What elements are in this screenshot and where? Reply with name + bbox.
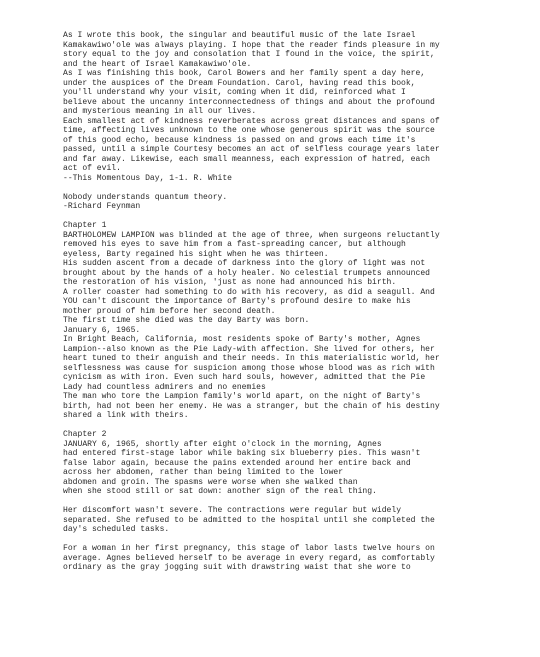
text-line: -Richard Feynman <box>63 202 141 211</box>
paragraph-gap <box>63 421 533 431</box>
text-line: and far away. Likewise, each small meanness, each expression of hatred, each <box>63 154 430 164</box>
text-line: the restoration of his vision, 'just as none had announced his birth. <box>63 278 397 287</box>
paragraph-gap <box>63 497 533 507</box>
text-line: Each smallest act of kindness reverberates across great distances and spans of <box>63 116 440 126</box>
text-line: YOU can't discount the importance of Barty's profound desire to make his <box>63 297 411 306</box>
text-line: As I wrote this book, the singular and beautiful music of the late Israel <box>63 31 416 40</box>
paragraph-gap <box>63 183 533 193</box>
text-line: In Bright Beach, California, most residents spoke of Barty's mother, Agnes <box>63 335 421 344</box>
paragraph-gap <box>63 535 533 545</box>
text-line: when she stood still or sat down: another sign of the real thing. <box>63 487 377 496</box>
text-line: act of evil. <box>63 164 121 173</box>
text-line: For a woman in her first pregnancy, this stage of labor lasts twelve hours on <box>63 544 435 553</box>
text-line: and the heart of Israel Kamakawiwo'ole. <box>63 59 252 69</box>
text-line: --This Momentous Day, 1-1. R. White <box>63 173 233 183</box>
text-line: story equal to the joy and consolation that I found in the voice, the spirit, <box>63 50 435 59</box>
text-line: A roller coaster had something to do with his recovery, as did a seagull. And <box>63 287 435 297</box>
text-line: day's scheduled tasks. <box>63 525 170 534</box>
text-line: Lady had countless admirers and no enemies <box>63 382 266 392</box>
chapter-2-block <box>63 430 533 497</box>
text-line: As I was finishing this book, Carol Bowers and her family spent a day here, <box>63 69 426 78</box>
text-line: Nobody understands quantum theory. <box>63 192 228 202</box>
chapter-heading: Chapter 1 <box>63 221 107 230</box>
text-line: of this good echo, because kindness is passed on and grows each time it's <box>63 135 416 145</box>
text-line: shared a link with theirs. <box>63 411 189 420</box>
text-line: ordinary as the gray jogging suit with drawstring waist that she wore to <box>63 563 411 572</box>
text-line: false labor again, because the pains extended around her entire back and <box>63 458 411 468</box>
text-line: believe about the uncanny interconnectedness of things and about the profound <box>63 97 435 107</box>
text-line: The man who tore the Lampion family's world apart, on the night of Barty's <box>63 392 421 401</box>
text-line: separated. She refused to be admitted to the hospital until she completed the <box>63 515 435 525</box>
text-line: Her discomfort wasn't severe. The contractions were regular but widely <box>63 506 402 515</box>
text-line: average. Agnes believed herself to be average in every regard, as comfortably <box>63 553 435 563</box>
text-line: The first time she died was the day Barty was born. <box>63 316 310 325</box>
text-line: mother proud of him before her second death. <box>63 306 276 316</box>
text-line: you'll understand why your visit, coming when it did, reinforced what I <box>63 88 406 97</box>
chapter-heading: Chapter 2 <box>63 430 107 439</box>
text-line: brought about by the hands of a holy healer. No celestial trumpets announced <box>63 268 430 278</box>
text-line: had entered first-stage labor while baking six blueberry pies. This wasn't <box>63 449 421 458</box>
chapter-1-block <box>63 221 533 421</box>
text-line: BARTHOLOMEW LAMPION was blinded at the age of three, when surgeons reluctantly <box>63 230 440 240</box>
text-line: Lampion--also known as the Pie Lady-with affection. She lived for others, her <box>63 344 435 354</box>
text-line: across her abdomen, rather than being limited to the lower <box>63 468 344 477</box>
paragraph-gap <box>63 212 533 222</box>
text-line: JANUARY 6, 1965, shortly after eight o'clock in the morning, Agnes <box>63 439 382 449</box>
text-line: His sudden ascent from a decade of darkness into the glory of light was not <box>63 259 426 268</box>
text-line: abdomen and groin. The spasms were worse when she walked than <box>63 477 358 487</box>
text-line: removed his eyes to save him from a fast-spreading cancer, but although <box>63 240 406 249</box>
text-line: Kamakawiwo'ole was always playing. I hope that the reader finds pleasure in my <box>63 40 440 50</box>
text-line: passed, until a simple Courtesy becomes an act of selfless courage years later <box>63 145 440 154</box>
dedication-block <box>63 31 533 183</box>
text-line: birth, had not been her enemy. He was a stranger, but the chain of his destiny <box>63 401 440 411</box>
text-line: under the auspices of the Dream Foundation. Carol, having read this book, <box>63 78 416 88</box>
epigraph-block <box>63 193 533 212</box>
text-line: time, affecting lives unknown to the one whose generous spirit was the source <box>63 126 435 135</box>
paragraph-block <box>63 506 533 535</box>
text-line: eyeless, Barty regained his sight when he was thirteen. <box>63 249 329 259</box>
paragraph-block <box>63 544 533 573</box>
text-line: heart tuned to their anguish and their needs. In this materialistic world, her <box>63 354 440 363</box>
text-line: and mysterious meaning in all our lives. <box>63 107 257 116</box>
text-line: January 6, 1965. <box>63 325 141 335</box>
text-line: cynicism as with iron. Even such hard souls, however, admitted that the Pie <box>63 373 426 382</box>
text-line: selflessness was cause for suspicion among those whose blood was as rich with <box>63 363 435 373</box>
document-page <box>63 31 533 573</box>
